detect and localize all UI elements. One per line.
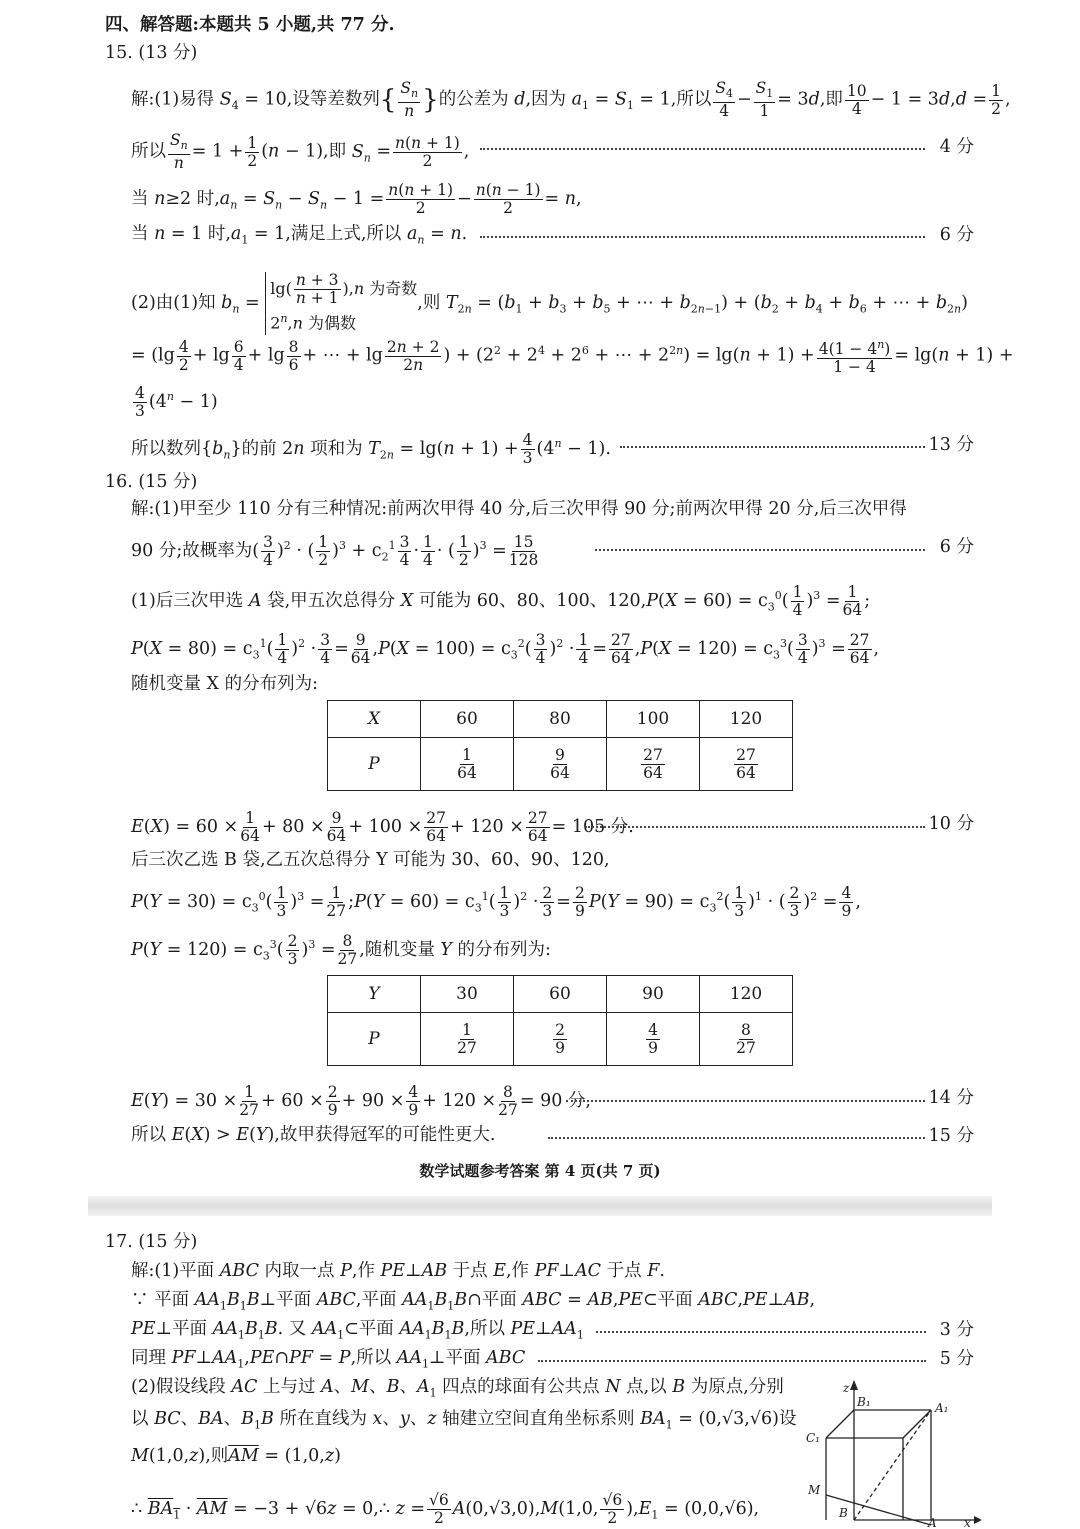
q16-line-1: 解:(1)甲至少 110 分有三种情况:前两次甲得 40 分,后三次甲得 90 分;前两次甲得 20 分,后三次甲得 <box>131 499 907 519</box>
q16-line-8: $P(Y = 30) = c_3^0$( $\frac{1}{3}$ )$^3$ = $\frac{1}{27}$ ;P(Y = $60) = c_3^1$( $\frac{1}{3}$ )$^2$ · $\frac{2}{3}$ = $\frac{2}{9}$ $P(Y = 90) = c_3^2$( $\frac{1}{3}$ )$^1$ · ( $\frac{2}{3}$ )$^2$ = $\frac{4}{9}$ , <box>131 883 861 920</box>
q15-heading: 15. (13 分) <box>105 43 198 63</box>
label-a1: A₁ <box>935 1401 949 1415</box>
q15-line-3: 当 n≥2 时$,a_n = S_n - S_n - 1$ = $\frac{n(n + 1)}{2}$ − $\frac{n(n - 1)}{2}$ = n, <box>131 181 582 217</box>
q15-line-1: 解:(1)易得 $S_4 = 10$,设等差数列{ $\frac{S_n}{n}$ }的公差为 d,因为 $a_1 = S_1 = 1$,所以 $\frac{S_4}{4}$ − $\frac{S_1}{1}$ = 3d,即 $\frac{10}{4}$ − 1 = 3d,d = $\frac{1}{2}$ , <box>131 79 1011 121</box>
q17-line-3: PE⊥平面 $AA_1B_1B$. 又 $AA_1\subset$平面 $AA_1B_1B$,所以 $PE\perp AA_1$ <box>131 1319 584 1342</box>
q17-heading: 17. (15 分) <box>105 1232 198 1252</box>
q17-line-6: 以 BC、BA、$B_1B$ 所在直线为 x、y、z 轴建立空间直角坐标系则 $BA_1 = (0,√3,√6)$设 <box>131 1409 797 1432</box>
leader-dots <box>620 446 925 448</box>
table-cell: 120 <box>700 976 793 1013</box>
label-z: z <box>843 1381 850 1395</box>
label-b: B <box>839 1506 848 1520</box>
q15-line-7: $\frac{4}{3}$ $(4^n - 1)$ <box>135 383 218 420</box>
distribution-table-y <box>327 975 793 1066</box>
q17-line-4: 同理 $PF\perp AA_1,PE\cap PF = P$,所以 $AA_1\perp$平面 ABC <box>131 1348 526 1371</box>
q15-line-2: 所以 $\frac{S_n}{n}$ = 1 + $\frac{1}{2}$ (n − 1),即 $S_n$ = $\frac{n(n + 1)}{2}$ , <box>131 131 470 173</box>
leader-dots <box>585 826 925 828</box>
q17-line-1: 解:(1)平面 ABC 内取一点 P,作 PE⊥AB 于点 E,作 PF⊥AC 于点 F. <box>131 1261 665 1281</box>
table-cell: $\frac{4}{9}$ <box>607 1013 700 1066</box>
q17-line-5: (2)假设线段 AC 上与过 A、M、B、$A_1$ 四点的球面有公共点 N 点,以 B 为原点,分别 <box>131 1377 784 1400</box>
leader-dots <box>596 1331 926 1333</box>
table-cell: $\frac{2}{9}$ <box>514 1013 607 1066</box>
q16-line-9: $P(Y = 120) = c_3^3$( $\frac{2}{3}$ )$^3$ = $\frac{8}{27}$ ,随机变量 Y 的分布列为: <box>131 931 551 968</box>
q16-score-6: 6 分 <box>939 537 974 557</box>
table-cell: 80 <box>514 701 607 738</box>
label-c1: C₁ <box>806 1431 820 1445</box>
table-cell: $\frac{8}{27}$ <box>700 1013 793 1066</box>
q15-score-13: 13 分 <box>928 435 974 455</box>
leader-dots <box>480 148 925 150</box>
section-title: 四、解答题:本题共 5 小题,共 77 分. <box>105 15 395 35</box>
q16-score-14: 14 分 <box>928 1088 974 1108</box>
table-cell: $\frac{9}{64}$ <box>514 738 607 791</box>
q16-line-6: E(X) = 60 × $\frac{1}{64}$ + 80 × $\frac{9}{64}$ + 100 × $\frac{27}{64}$ + 120 × $\frac{27}{64}$ = 105 分. <box>131 809 634 845</box>
q16-line-10: E(Y) = 30 × $\frac{1}{27}$ + 60 × $\frac{2}{9}$ + 90 × $\frac{4}{9}$ + 120 × $\frac{8}{27}$ = 90 分, <box>131 1083 591 1119</box>
leader-dots <box>566 1100 925 1102</box>
q15-score-6: 6 分 <box>939 225 974 245</box>
q15-line-6: = (lg $\frac{4}{2}$ + lg $\frac{6}{4}$ + lg $\frac{8}{6}$ + ⋯ + lg $\frac{2n + 2}{2n}$ ) + ($2^2 + 2^4 + 2^6$ + ⋯ + $2^{2n}) = \lg(n + 1)$ + $\frac{4(1 - 4^n)}{1 - 4}$ = lg(n + 1) + <box>131 337 1014 377</box>
table-cell: 90 <box>607 976 700 1013</box>
q16-heading: 16. (15 分) <box>105 472 198 492</box>
q16-line-7: 后三次乙选 B 袋,乙五次总得分 Y 可能为 30、60、90、120, <box>131 850 610 870</box>
q16-score-15: 15 分 <box>928 1126 974 1146</box>
z-arrow-icon <box>850 1380 858 1390</box>
q16-line-4: $P(X = 80) = c_3^1$( $\frac{1}{4}$ )$^2$ · $\frac{3}{4}$ = $\frac{9}{64}$ $,P(X = 100) = c_3^2$( $\frac{3}{4}$ )$^2$ · $\frac{1}{4}$ = $\frac{27}{64}$ $,P(X = 120) = c_3^3$( $\frac{3}{4}$ )$^3$ = $\frac{27}{64}$ , <box>131 630 880 667</box>
table-cell: 30 <box>421 976 514 1013</box>
q17-score-5: 5 分 <box>939 1349 974 1369</box>
q17-line-7: M(1,0,z),则$\overline{AM} = (1,0,z)$ <box>131 1446 341 1466</box>
leader-dots <box>480 236 925 238</box>
label-b1: B₁ <box>857 1395 871 1409</box>
page-footer: 数学试题参考答案 第 4 页(共 7 页) <box>419 1162 661 1180</box>
q15-line-4: 当 n = 1 时$,a_1 = 1$,满足上式,所以 $a_n = n$. <box>131 224 468 247</box>
q17-line-2: ∵ 平面 $AA_1B_1B\perp$平面 ABC,平面 $AA_1B_1B\cap$平面 ABC = AB,PE⊂平面 ABC,PE⊥AB, <box>131 1290 816 1313</box>
x-arrow-icon <box>974 1516 982 1524</box>
table-cell: 60 <box>421 701 514 738</box>
table-cell: $\frac{1}{27}$ <box>421 1013 514 1066</box>
table-cell: 60 <box>514 976 607 1013</box>
q16-line-11: 所以 E(X) > E(Y),故甲获得冠军的可能性更大. <box>131 1125 496 1145</box>
table-cell: $\frac{1}{64}$ <box>421 738 514 791</box>
q15-score-4: 4 分 <box>939 137 974 157</box>
label-m: M <box>808 1483 821 1497</box>
table-cell: P <box>328 1013 421 1066</box>
q17-score-3: 3 分 <box>939 1320 974 1340</box>
edge-top-a1 <box>903 1410 931 1438</box>
label-x: x <box>964 1516 971 1527</box>
leader-dots <box>538 1360 926 1362</box>
label-a: A <box>928 1516 937 1527</box>
table-cell: 120 <box>700 701 793 738</box>
q16-line-5: 随机变量 X 的分布列为: <box>131 674 318 694</box>
q16-score-10: 10 分 <box>928 814 974 834</box>
prism-figure <box>796 1370 986 1527</box>
table-cell: P <box>328 738 421 791</box>
page-divider <box>88 1196 992 1216</box>
table-cell: $\frac{27}{64}$ <box>700 738 793 791</box>
q15-line-5: (2)由(1)知 $b_n = \lg$( $\frac{n + 3}{n + 1}$ ),n 为奇数 2$^n$,n 为偶数,则 $T_{2n} = (b_1 + b_3 + b_5$ + ⋯ + $b_{2n-1}) + (b_2 + b_4 + b_6$ + ⋯ + $b_{2n}$) <box>131 272 968 335</box>
q17-line-8: ∴ $BA_1 \cdot \overline{AM} = -3 + √6z$ = 0,∴ z = $\frac{√6}{2}$ A(0,√3,0),M(1,0, $\frac{√6}{2}$ )$,E_1 = (0,0,√6)$, <box>131 1491 760 1527</box>
segment-b-a1 <box>854 1410 931 1520</box>
leader-dots <box>595 549 925 551</box>
table-cell: $\frac{27}{64}$ <box>607 738 700 791</box>
table-cell: Y <box>328 976 421 1013</box>
distribution-table-x <box>327 700 793 791</box>
edge-b1-c1 <box>826 1410 854 1438</box>
answer-page-4 <box>88 0 1014 1196</box>
leader-dots <box>548 1137 925 1139</box>
q15-line-8: 所以数列$\{b_n\}$的前 2n 项和为 $T_{2n} = \lg(n + 1)$ + $\frac{4}{3}$ $(4^n - 1)$. <box>131 430 611 467</box>
table-cell: X <box>328 701 421 738</box>
table-cell: 100 <box>607 701 700 738</box>
q16-line-2: 90 分;故概率为( $\frac{3}{4}$ )$^2$ · ( $\frac{1}{2}$ )$^3 + c_2^1$ $\frac{3}{4}$ · $\frac{1}{4}$ · ( $\frac{1}{2}$ )$^3$ = $\frac{15}{128}$ <box>131 532 539 569</box>
q16-line-3: (1)后三次甲选 A 袋,甲五次总得分 X 可能为 60、80、100、$120,P(X = 60) = c_3^0$( $\frac{1}{4}$ )$^3$ = $\frac{1}{64}$ ; <box>131 582 871 619</box>
